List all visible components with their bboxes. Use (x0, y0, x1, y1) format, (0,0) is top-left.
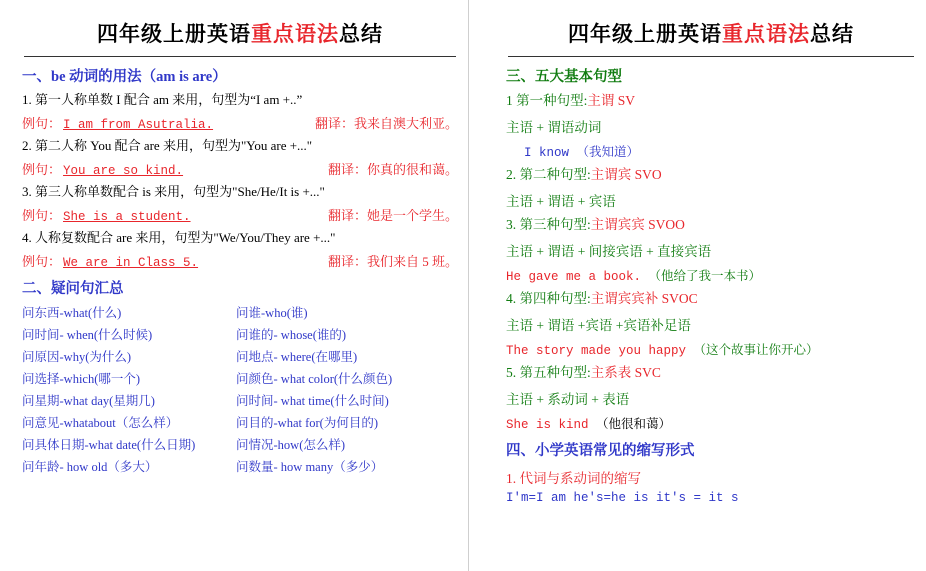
pattern-heading (506, 216, 916, 234)
translation-text: 我来自澳大利亚。 (353, 116, 458, 131)
question-item: 问颜色- what color(什么颜色) (236, 372, 393, 386)
example-sentence: I am from Asutralia. (63, 118, 214, 132)
column-divider (468, 0, 469, 571)
question-item: 问意见-whatabout（怎么样） (22, 416, 179, 430)
example-row (22, 113, 458, 132)
pattern-structure: 主语 + 谓语 +宾语 +宾语补足语 (506, 318, 691, 333)
title-part-3: 总结 (810, 22, 854, 46)
pattern-sample (506, 142, 916, 160)
question-item: 问年龄- how old（多大） (22, 460, 158, 474)
pattern-example-cn: （这个故事让你开心） (693, 343, 819, 357)
title-rule-right (508, 56, 914, 57)
pattern-heading-name: 主系表 SVC (590, 365, 661, 380)
pattern-heading-name: 主谓宾宾补 SVOC (590, 291, 698, 306)
pattern-heading-label: 1 第一种句型: (506, 93, 588, 108)
translation-text: 你真的很和蔼。 (366, 162, 458, 177)
translation-text: 我们来自 5 班。 (366, 254, 458, 269)
pattern-heading-name: 主谓宾宾 SVOO (590, 217, 685, 232)
question-item: 问东西-what(什么) (22, 306, 122, 320)
example-row (22, 205, 458, 224)
pattern-structure: 主语 + 谓语动词 (506, 120, 602, 135)
example-label: 例句： (22, 208, 62, 223)
pattern-example (506, 266, 916, 284)
page-title-right (506, 18, 916, 48)
pattern-heading-name: 主谓宾 SVO (590, 167, 662, 182)
question-item: 问具体日期-what date(什么日期) (22, 438, 196, 452)
pattern-example-en: The story made you happy (506, 344, 687, 358)
pattern-structure: 主语 + 谓语 + 宾语 (506, 194, 616, 209)
question-item: 问数量- how many（多少） (236, 460, 384, 474)
section-heading-contractions: 四、小学英语常见的缩写形式 (506, 443, 695, 459)
pattern-example-cn: （他给了我一本书） (648, 269, 762, 283)
question-item: 问星期-what day(星期几) (22, 394, 155, 408)
pattern-structure: 主语 + 系动词 + 表语 (506, 392, 630, 407)
title-highlight-right: 重点语法 (722, 22, 810, 46)
pattern-heading-label: 4. 第四种句型: (506, 291, 591, 306)
pattern-sample-en: I know (524, 146, 570, 160)
translation-label: 翻译： (327, 162, 367, 177)
page-title-left (22, 18, 458, 48)
pattern-example (506, 340, 916, 358)
question-item: 问时间- what time(什么时间) (236, 394, 389, 408)
subsection-heading-pronoun-be: 1. 代词与系动词的缩写 (506, 471, 641, 486)
pattern-heading (506, 364, 916, 382)
pattern-structure: 主语 + 谓语 + 间接宾语 + 直接宾语 (506, 244, 712, 259)
example-label: 例句： (22, 162, 62, 177)
pattern-heading-label: 5. 第五种句型: (506, 365, 591, 380)
pattern-heading-label: 3. 第三种句型: (506, 217, 591, 232)
translation-label: 翻译： (327, 254, 367, 269)
question-item: 问原因-why(为什么) (22, 350, 132, 364)
example-sentence: She is a student. (63, 210, 191, 224)
example-row (22, 251, 458, 270)
pattern-example-cn: （他很和蔼） (596, 417, 672, 431)
translation-label: 翻译： (314, 116, 354, 131)
title-highlight-left: 重点语法 (251, 22, 339, 46)
pattern-heading (506, 166, 916, 184)
translation-text: 她是一个学生。 (366, 208, 458, 223)
pattern-heading (506, 290, 916, 308)
rule-line: 2. 第二人称 You 配合 are 来用，句型为"You are +..." (22, 138, 313, 153)
rule-line: 4. 人称复数配合 are 来用，句型为"We/You/They are +..." (22, 230, 336, 245)
right-column (470, 0, 926, 571)
question-words-grid (22, 303, 458, 475)
rule-line: 1. 第一人称单数 I 配合 am 来用，句型为“I am +..” (22, 92, 303, 107)
contraction-row: I'm=I am he's=he is it's = it s (506, 491, 739, 505)
title-part-1: 四年级上册英语 (97, 22, 251, 46)
example-row (22, 159, 458, 178)
example-label: 例句： (22, 254, 62, 269)
question-item: 问时间- when(什么时候) (22, 328, 153, 342)
title-part-1: 四年级上册英语 (568, 22, 722, 46)
pattern-heading-label: 2. 第二种句型: (506, 167, 591, 182)
pattern-example (506, 414, 916, 432)
title-rule-left (24, 56, 456, 57)
section-heading-be-verb: 一、be 动词的用法（am is are） (22, 69, 227, 85)
title-part-3: 总结 (339, 22, 383, 46)
pattern-example-en: She is kind (506, 418, 589, 432)
pattern-heading (506, 92, 916, 110)
example-label: 例句： (22, 116, 62, 131)
example-sentence: We are in Class 5. (63, 256, 199, 270)
pattern-heading-name: 主谓 SV (587, 93, 636, 108)
pattern-example-en: He gave me a book. (506, 270, 642, 284)
question-item: 问目的-what for(为何目的) (236, 416, 378, 430)
question-item: 问地点- where(在哪里) (236, 350, 358, 364)
section-heading-five-patterns: 三、五大基本句型 (506, 69, 622, 85)
section-heading-questions: 二、疑问句汇总 (22, 281, 124, 297)
example-sentence: You are so kind. (63, 164, 184, 178)
translation-label: 翻译： (327, 208, 367, 223)
pattern-sample-cn: （我知道） (576, 146, 640, 160)
question-item: 问谁的- whose(谁的) (236, 328, 347, 342)
question-item: 问谁-who(谁) (236, 306, 308, 320)
rule-line: 3. 第三人称单数配合 is 来用，句型为"She/He/It is +..." (22, 184, 325, 199)
question-item: 问情况-how(怎么样) (236, 438, 346, 452)
question-item: 问选择-which(哪一个) (22, 372, 141, 386)
